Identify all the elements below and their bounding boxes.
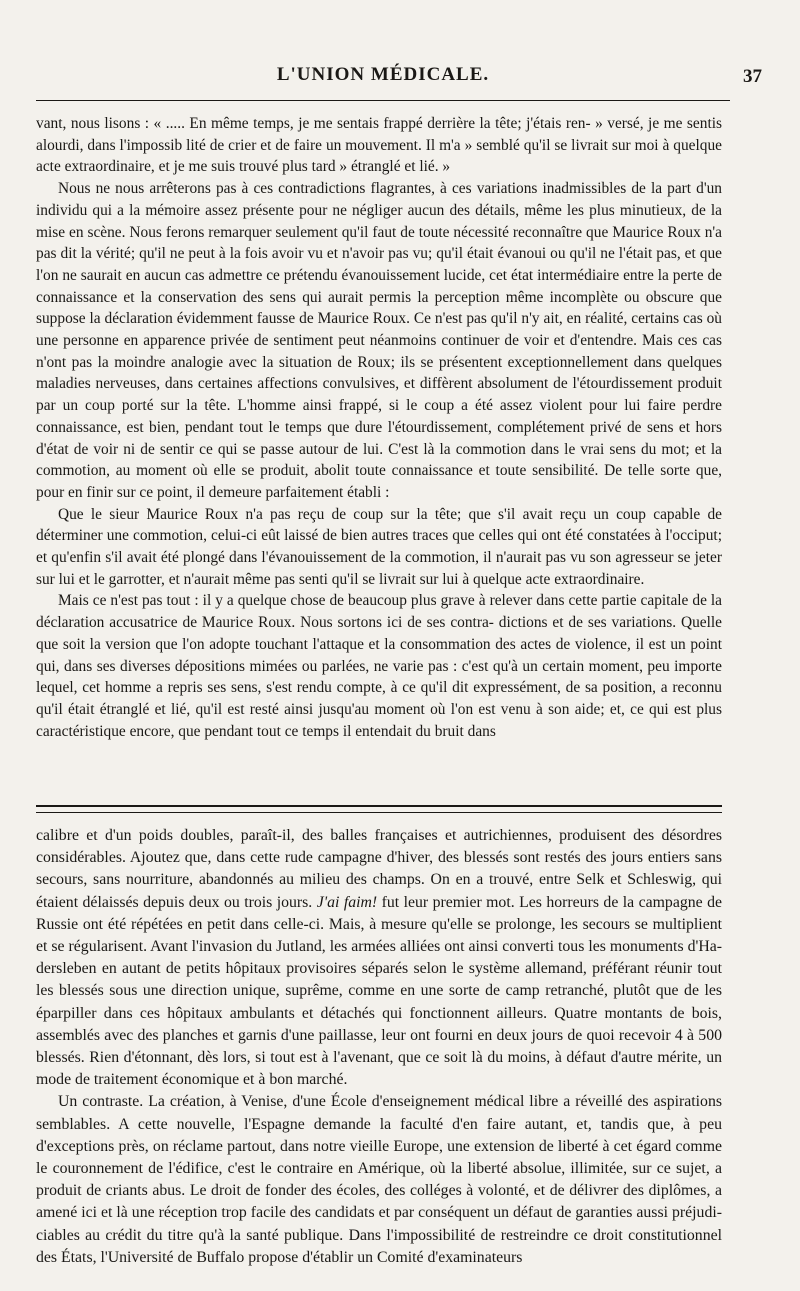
page-header [36,64,762,94]
paragraph-contradictions: Nous ne nous arrêterons pas à ces contradictions flagrantes, à ces variations inadmissibles de la part d'un individu qui a la mémoire assez présente pour ne négliger aucun des détails, même les plus minutieux, de la mise en scène. Nous ferons remarquer seulement qu'il faut de toute nécessité reconnaître que Maurice Roux n'a pas dit la vérité; qu'il ne peut à la fois avoir vu et n'avoir pas vu; qu'il était évanoui ou qu'il ne l'était pas, et que l'on ne saurait en aucun cas admettre ce prétendu évanouissement lucide, cet état intermédiaire entre la perte de connaissance et la conservation des sens qui aurait permis la perception même incomplète ou obscure que suppose la déclaration évidemment fausse de Maurice Roux. Ce n'est pas qu'il n'y ait, en réalité, certains cas où une personne en apparence privée de sentiment peut néanmoins continuer de voir et d'entendre. Mais ces cas n'ont pas la moindre analogie avec la situation de Roux; ils se présentent exceptionnellement dans quelques maladies nerveuses, dans certaines affections convulsives, et diffèrent absolument de l'étourdissement produit par un coup porté sur la tête. L'homme ainsi frappé, si le coup a été assez violent pour lui faire perdre connaissance, est bien, pendant tout le temps que dure l'étourdissement, complétement privé de sens et hors d'état de voir ni de sentir ce qui se passe autour de lui. C'est là la commotion dans le vrai sens du mot; et la commotion, au moment où elle se produit, abolit toute connaissance et toute sensibilité. De telle sorte que, pour en finir sur ce point, il demeure parfaitement établi : [36,180,722,501]
section-separator [36,805,722,813]
text-run: fut leur premier mot. Les horreurs de la campagne de Russie ont été répétées en petit dans celle-ci. Mais, à mesure qu'elle se prolonge, les secours se multiplient et se régularisent. Avant l'invasion du Jutland, les armées alliées ont ainsi converti tous les monuments d'Ha- dersleben en autant de petits hôpitaux provisoires séparés selon le système allemand, préférant réunir tout les blessés sous une direction unique, suprême, comme en une sorte de camp retranché, plutôt que de les éparpiller dans ces hôpitaux ambulants et détachés qui fonctionnent ailleurs. Quatre montants de bois, assemblés avec des planches et garnis d'une paillasse, leur ont fourni en deux jours de quoi recevoir 4 à 500 blessés. Rien d'étonnant, dès lors, si tout est à l'avenant, que ce soit là du moins, à défaut d'autre mérite, un mode de traitement économique et à bon marché. [36,893,722,1089]
paragraph-quote: vant, nous lisons : « ..... En même temps, je me sentais frappé derrière la tête; j'étais ren- » versé, je me sentis alourdi, dans l'impossib lité de crier et de faire un mouvement. Il m'a » semblé qu'il se livrait sur moi à quelque acte extraordinaire, et je me suis trouvé plus tard » étranglé et lié. » [36,115,722,176]
article-bottom-text [36,825,722,1269]
header-rule [36,100,730,101]
article-top-text [36,113,722,742]
paragraph-war-wounded [36,825,722,1091]
page-number: 37 [743,66,762,87]
paragraph-grave-point: Mais ce n'est pas tout : il y a quelque chose de beaucoup plus grave à relever dans cette partie capitale de la déclaration accusatrice de Maurice Roux. Nous sortons ici de ses contra- dictions et de ses variations. Quelle que soit la version que l'on adopte touchant l'attaque et la consommation des actes de violence, il est un point qui, dans ses diverses dépositions mimées ou parlées, ne varie pas : c'est qu'à un certain moment, peu importe lequel, cet homme a repris ses sens, s'est rendu compte, à ce qu'il dit expressément, de sa position, a reconnu qu'il était étranglé et lié, qu'il est resté ainsi jusqu'au moment où l'on est venu à son aide; et, ce qui est plus caractéristique encore, que pendant tout ce temps il entendait du bruit dans [36,592,722,740]
italic-quote: J'ai faim! [316,893,378,911]
text-run: calibre et d'un poids doubles, paraît-il, des balles françaises et autrichiennes, produisent des désordres considérables. Ajoutez que, dans cette rude campagne d'hiver, des blessés sont restés des jours entiers sans secours, sans nourriture, abandonnés au milieu des champs. On en a trouvé, entre Selk et Schleswig, qui étaient délaissés depuis deux ou trois jours. [36,827,722,911]
paragraph-contrast: Un contraste. La création, à Venise, d'une École d'enseignement médical libre a réveillé des aspirations semblables. A cette nouvelle, l'Espagne demande la faculté d'en faire autant, et, tandis que, à peu d'exceptions près, on réclame partout, dans notre vieille Europe, une extension de liberté à cet égard comme le couronnement de l'édifice, c'est le contraire en Amérique, où la liberté absolue, illimitée, sur ce sujet, a produit de criants abus. Le droit de fonder des écoles, des colléges à volonté, et de délivrer des diplômes, a amené ici et là une réception trop facile des candidats et par conséquent un défaut de garanties aussi préjudi- ciables au crédit du titre qu'à la santé publique. Dans l'impossibilité de restreindre ce droit constitutionnel des États, l'Université de Buffalo propose d'établir un Comité d'examinateurs [36,1093,722,1266]
running-title: L'UNION MÉDICALE. [276,64,490,85]
paragraph-conclusion: Que le sieur Maurice Roux n'a pas reçu de coup sur la tête; que s'il avait reçu un coup capable de déterminer une commotion, celui-ci eût laissé de bien autres traces que celles qui ont été constatées à l'occiput; et qu'enfin s'il avait été plongé dans l'évanouissement de la commotion, il n'aurait pas vu son agresseur se jeter sur lui et le garrotter, et n'aurait même pas senti qu'il se livrait sur lui à quelque acte extraordinaire. [36,505,722,588]
